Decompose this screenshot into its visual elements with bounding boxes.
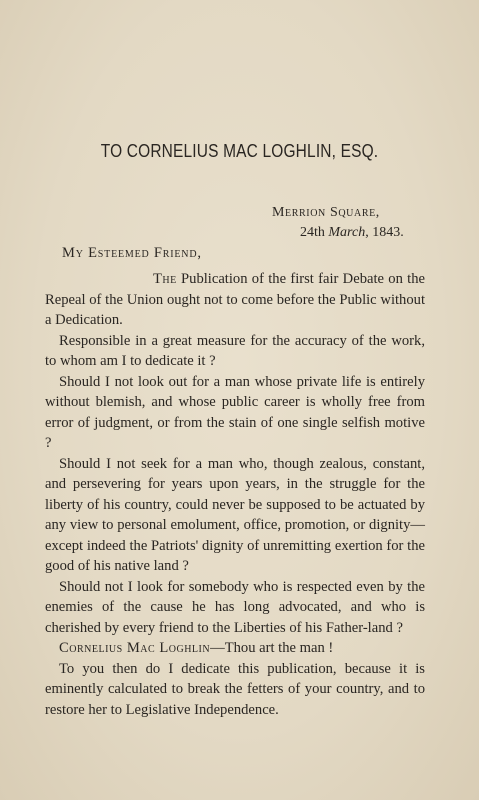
paragraph-5: Should not I look for somebody who is respected even by the enemies of the cause he has long advocated, and who is cherished by every friend to the Liberties of his Father-land ? xyxy=(45,578,425,636)
salutation: My Esteemed Friend, xyxy=(62,245,202,261)
letter-body xyxy=(45,269,425,720)
date-year: , 1843. xyxy=(365,225,404,240)
addressee-name: Cornelius Mac Loghlin xyxy=(59,640,211,656)
paragraph-2: Responsible in a great measure for the accuracy of the work, to whom am I to dedicate it ? xyxy=(45,332,425,369)
paragraph-1 xyxy=(45,269,425,331)
date-day: 24th xyxy=(300,225,325,240)
paragraph-7: To you then do I dedicate this publication, because it is eminently calculated to break the fetters of your country, and to restore her to Legislative Independence. xyxy=(45,660,425,718)
paragraph-1-lead: The xyxy=(153,271,177,287)
paragraph-4: Should I not seek for a man who, though zealous, constant, and persevering for years upon years, in the struggle for the liberty of his country, could never be supposed to be actuated by any view to personal emolument, office, promotion, or dignity—except indeed the Patriots' dignity of unremitting exertion for the good of his native land ? xyxy=(45,455,425,574)
date-month: March xyxy=(328,225,366,240)
paragraph-1-text: Publication of the first fair Debate on the Repeal of the Union ought not to come before the Public without a Dedication. xyxy=(45,271,425,328)
paragraph-3: Should I not look out for a man whose private life is entirely without blemish, and whose public career is wholly free from error of judgment, or from the stain of one single selfish motive ? xyxy=(45,373,425,451)
paragraph-6 xyxy=(45,638,425,659)
dedication-title: TO CORNELIUS MAC LOGHLIN, ESQ. xyxy=(100,141,379,161)
letter-address xyxy=(272,203,404,243)
address-date xyxy=(272,223,404,243)
paragraph-6-text: —Thou art the man ! xyxy=(210,640,334,656)
address-place: Merrion Square, xyxy=(272,205,380,220)
